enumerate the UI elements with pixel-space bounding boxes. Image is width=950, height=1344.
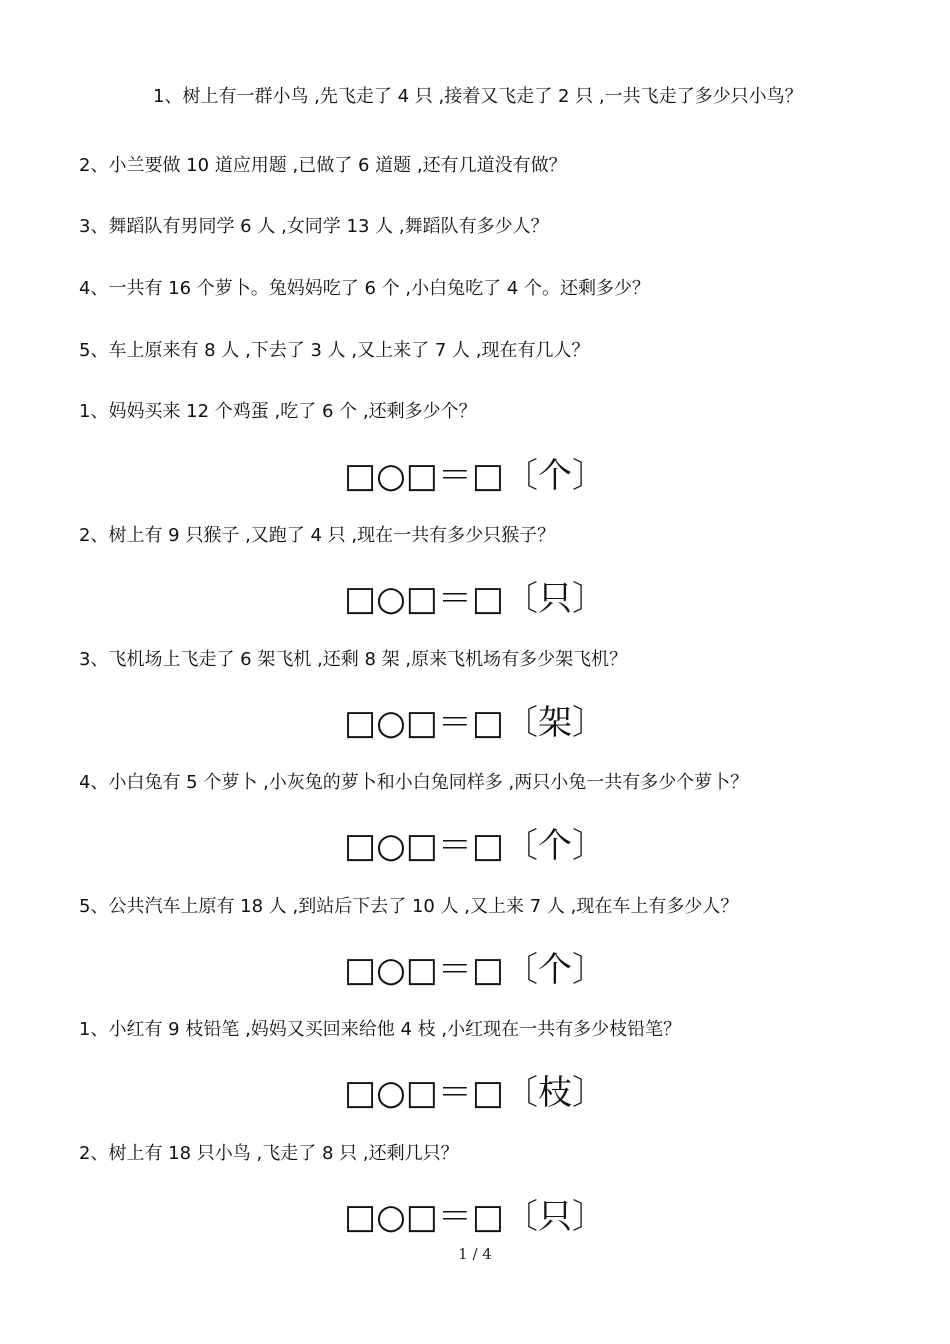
- formula-unit: 〔个〕: [504, 826, 607, 866]
- formula-unit: 〔只〕: [504, 1197, 607, 1237]
- answer-formula-5: [0, 950, 950, 990]
- question-9: 4、小白兔有 5 个萝卜 ,小灰兔的萝卜和小白兔同样多 ,两只小兔一共有多少个萝卜？: [79, 772, 749, 793]
- question-1: 1、树上有一群小鸟 ,先飞走了 4 只 ,接着又飞走了 2 只 ,一共飞走了多少只小鸟？: [153, 86, 803, 107]
- question-7: 2、树上有 9 只猴子 ,又跑了 4 只 ,现在一共有多少只猴子？: [79, 525, 556, 546]
- question-11: 1、小红有 9 枝铅笔 ,妈妈又买回来给他 4 枝 ,小红现在一共有多少枝铅笔？: [79, 1019, 682, 1040]
- formula-blanks: □○□＝□: [343, 1197, 505, 1237]
- question-6: 1、妈妈买来 12 个鸡蛋 ,吃了 6 个 ,还剩多少个？: [79, 401, 477, 422]
- answer-formula-7: [0, 1197, 950, 1237]
- formula-unit: 〔架〕: [504, 703, 607, 743]
- page-number: 1 / 4: [458, 1245, 492, 1263]
- formula-blanks: □○□＝□: [343, 579, 505, 619]
- formula-blanks: □○□＝□: [343, 703, 505, 743]
- question-3: 3、舞蹈队有男同学 6 人 ,女同学 13 人 ,舞蹈队有多少人？: [79, 216, 549, 237]
- answer-formula-4: [0, 826, 950, 866]
- question-2: 2、小兰要做 10 道应用题 ,已做了 6 道题 ,还有几道没有做？: [79, 155, 567, 176]
- answer-formula-3: [0, 703, 950, 743]
- answer-formula-1: [0, 456, 950, 496]
- formula-blanks: □○□＝□: [343, 456, 505, 496]
- answer-formula-2: [0, 579, 950, 619]
- question-8: 3、飞机场上飞走了 6 架飞机 ,还剩 8 架 ,原来飞机场有多少架飞机？: [79, 649, 628, 670]
- formula-unit: 〔个〕: [504, 950, 607, 990]
- question-12: 2、树上有 18 只小鸟 ,飞走了 8 只 ,还剩几只？: [79, 1143, 459, 1164]
- formula-unit: 〔个〕: [504, 456, 607, 496]
- formula-blanks: □○□＝□: [343, 950, 505, 990]
- formula-unit: 〔枝〕: [504, 1073, 607, 1113]
- formula-unit: 〔只〕: [504, 579, 607, 619]
- question-4: 4、一共有 16 个萝卜。兔妈妈吃了 6 个 ,小白兔吃了 4 个。还剩多少？: [79, 278, 651, 299]
- question-5: 5、车上原来有 8 人 ,下去了 3 人 ,又上来了 7 人 ,现在有几人？: [79, 340, 590, 361]
- formula-blanks: □○□＝□: [343, 1073, 505, 1113]
- question-10: 5、公共汽车上原有 18 人 ,到站后下去了 10 人 ,又上来 7 人 ,现在车上有多少人？: [79, 896, 739, 917]
- formula-blanks: □○□＝□: [343, 826, 505, 866]
- answer-formula-6: [0, 1073, 950, 1113]
